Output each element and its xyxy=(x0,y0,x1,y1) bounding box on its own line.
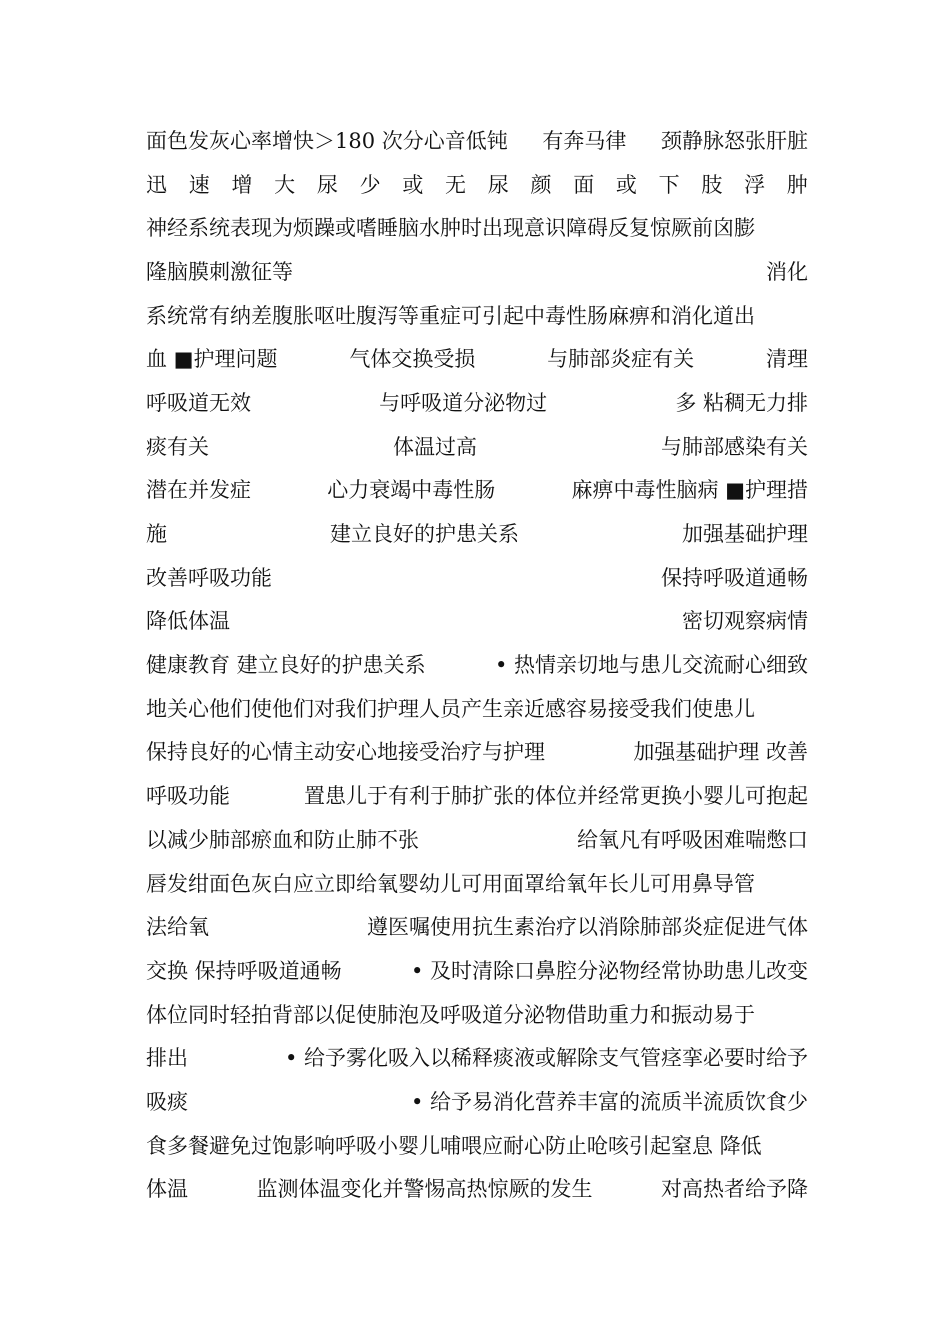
text-segment: 加强基础护理 改善 xyxy=(633,740,808,765)
text-line xyxy=(146,249,808,293)
text-segment: 无 xyxy=(445,172,467,197)
text-segment: 下 xyxy=(658,172,680,197)
text-segment: 加强基础护理 xyxy=(682,522,808,547)
text-segment: • 给予易消化营养丰富的流质半流质饮食少 xyxy=(410,1089,808,1114)
text-segment: 或 xyxy=(615,172,637,197)
text-line xyxy=(146,642,808,686)
text-line xyxy=(146,1123,808,1167)
text-line xyxy=(146,555,808,599)
text-segment: 肢 xyxy=(701,172,723,197)
text-segment: 心力衰竭中毒性肠 xyxy=(327,478,496,503)
text-segment: 面 xyxy=(573,172,595,197)
text-line xyxy=(146,773,808,817)
text-segment: 迅 xyxy=(146,172,167,197)
text-segment: 多 粘稠无力排 xyxy=(675,390,808,415)
text-segment: 给氧凡有呼吸困难喘憋口 xyxy=(577,827,808,852)
text-segment: 建立良好的护患关系 xyxy=(330,522,519,547)
text-segment: 唇发绀面色灰白应立即给氧婴幼儿可用面罩给氧年长儿可用鼻导管 xyxy=(146,871,755,896)
text-line xyxy=(146,205,808,249)
text-line xyxy=(146,817,808,861)
text-line xyxy=(146,1035,808,1079)
text-segment: 血 ■护理问题 xyxy=(146,347,278,372)
text-segment: 消化 xyxy=(766,259,808,284)
text-segment: 与呼吸道分泌物过 xyxy=(379,390,548,415)
text-segment: 颜 xyxy=(530,172,552,197)
text-segment: 监测体温变化并警惕高热惊厥的发生 xyxy=(256,1177,593,1202)
text-segment: 排出 xyxy=(146,1046,188,1071)
text-segment: 肿 xyxy=(786,172,808,197)
text-segment: 系统常有纳差腹胀呕吐腹泻等重症可引起中毒性肠麻痹和消化道出 xyxy=(146,303,755,328)
text-segment: • 热情亲切地与患儿交流耐心细致 xyxy=(494,653,808,678)
text-segment: 速 xyxy=(188,172,210,197)
text-segment: 对高热者给予降 xyxy=(661,1177,808,1202)
text-segment: 体温 xyxy=(146,1177,188,1202)
text-segment: 潜在并发症 xyxy=(146,478,251,503)
text-line xyxy=(146,162,808,206)
text-segment: 有奔马律 xyxy=(542,128,627,153)
text-segment: 尿 xyxy=(316,172,338,197)
text-segment: 体温过高 xyxy=(393,434,477,459)
text-line xyxy=(146,380,808,424)
text-segment: 降低体温 xyxy=(146,609,230,634)
text-segment: 保持良好的心情主动安心地接受治疗与护理 xyxy=(146,740,545,765)
text-line xyxy=(146,1079,808,1123)
text-segment: 尿 xyxy=(487,172,509,197)
text-segment: 隆脑膜刺激征等 xyxy=(146,259,293,284)
text-line xyxy=(146,336,808,380)
text-line xyxy=(146,904,808,948)
text-line xyxy=(146,424,808,468)
text-segment: 健康教育 建立良好的护患关系 xyxy=(146,653,426,678)
text-segment: 清理 xyxy=(765,347,808,372)
text-segment: 大 xyxy=(274,172,296,197)
text-segment: • 给予雾化吸入以稀释痰液或解除支气管痉挛必要时给予 xyxy=(284,1046,808,1071)
text-segment: 气体交换受损 xyxy=(349,347,476,372)
text-segment: 或 xyxy=(402,172,424,197)
text-segment: 痰有关 xyxy=(146,434,209,459)
text-segment: 与肺部炎症有关 xyxy=(547,347,695,372)
text-segment: 改善呼吸功能 xyxy=(146,565,272,590)
text-line xyxy=(146,118,808,162)
text-segment: 颈静脉怒张肝脏 xyxy=(660,128,808,153)
text-segment: 与肺部感染有关 xyxy=(661,434,808,459)
body-text xyxy=(146,118,808,1210)
text-line xyxy=(146,468,808,512)
text-segment: 以减少肺部瘀血和防止肺不张 xyxy=(146,827,419,852)
text-line xyxy=(146,293,808,337)
text-segment: 食多餐避免过饱影响呼吸小婴儿哺喂应耐心防止呛咳引起窒息 降低 xyxy=(146,1133,762,1158)
text-segment: 体位同时轻拍背部以促使肺泡及呼吸道分泌物借助重力和振动易于 xyxy=(146,1002,755,1027)
text-segment: 施 xyxy=(146,522,167,547)
text-segment: 遵医嘱使用抗生素治疗以消除肺部炎症促进气体 xyxy=(367,915,808,940)
text-segment: 保持呼吸道通畅 xyxy=(661,565,808,590)
text-segment: 地关心他们使他们对我们护理人员产生亲近感容易接受我们使患儿 xyxy=(146,696,755,721)
text-line xyxy=(146,861,808,905)
text-segment: 增 xyxy=(231,172,253,197)
text-line xyxy=(146,599,808,643)
text-segment: 面色发灰心率增快＞180 次分心音低钝 xyxy=(146,128,508,153)
text-segment: 交换 保持呼吸道通畅 xyxy=(146,958,342,983)
text-segment: 麻痹中毒性脑病 ■护理措 xyxy=(571,478,808,503)
text-line xyxy=(146,730,808,774)
text-segment: 浮 xyxy=(744,172,766,197)
text-segment: 法给氧 xyxy=(146,915,209,940)
text-segment: • 及时清除口鼻腔分泌物经常协助患儿改变 xyxy=(410,958,808,983)
text-segment: 密切观察病情 xyxy=(682,609,808,634)
text-segment: 吸痰 xyxy=(146,1089,188,1114)
text-segment: 置患儿于有利于肺扩张的体位并经常更换小婴儿可抱起 xyxy=(304,784,808,809)
text-line xyxy=(146,1167,808,1211)
text-line xyxy=(146,511,808,555)
text-segment: 少 xyxy=(359,172,381,197)
text-segment: 呼吸功能 xyxy=(146,784,230,809)
text-line xyxy=(146,992,808,1036)
text-segment: 呼吸道无效 xyxy=(146,390,251,415)
text-line xyxy=(146,686,808,730)
text-segment: 神经系统表现为烦躁或嗜睡脑水肿时出现意识障碍反复惊厥前囟膨 xyxy=(146,216,755,241)
text-line xyxy=(146,948,808,992)
